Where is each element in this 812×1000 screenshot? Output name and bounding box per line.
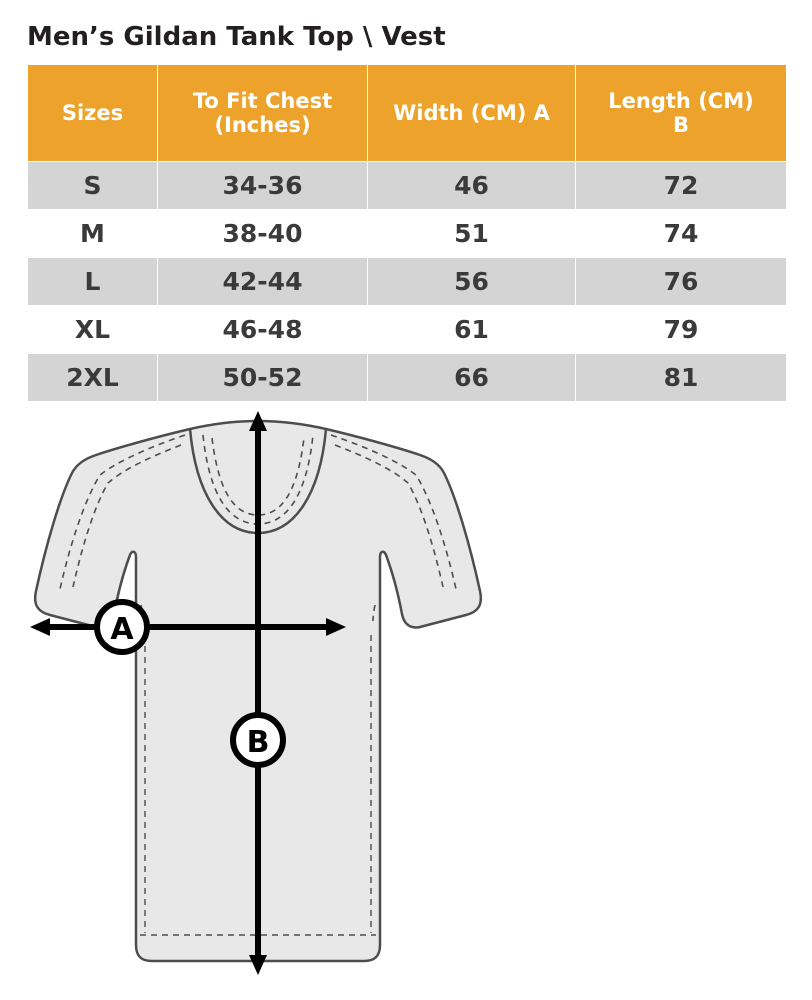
column-header-sizes	[28, 65, 158, 162]
cell-size: M	[28, 210, 158, 258]
cell-chest: 38-40	[158, 210, 368, 258]
column-header-chest-line2: (Inches)	[214, 113, 311, 137]
column-header-chest-line1: To Fit Chest	[192, 88, 333, 113]
table-header-row	[28, 65, 787, 162]
cell-width: 46	[368, 162, 576, 210]
label-b-text: B	[246, 725, 270, 760]
cell-chest: 34-36	[158, 162, 368, 210]
column-header-length-line2: B	[672, 113, 689, 137]
label-a-text: A	[110, 612, 134, 647]
cell-size: L	[28, 258, 158, 306]
cell-chest: 42-44	[158, 258, 368, 306]
cell-width: 51	[368, 210, 576, 258]
table-row	[28, 306, 787, 354]
column-header-sizes-line1: Sizes	[61, 100, 124, 125]
cell-length: 79	[576, 306, 787, 354]
cell-size: 2XL	[28, 354, 158, 402]
label-b-badge	[233, 715, 283, 765]
label-a-badge	[97, 602, 147, 652]
cell-size: S	[28, 162, 158, 210]
garment-diagram	[0, 405, 812, 1000]
table-row	[28, 258, 787, 306]
column-header-length-line1: Length (CM)	[608, 88, 754, 113]
column-header-length	[576, 65, 787, 162]
table-row	[28, 354, 787, 402]
cell-width: 56	[368, 258, 576, 306]
cell-length: 74	[576, 210, 787, 258]
cell-width: 66	[368, 354, 576, 402]
cell-length: 76	[576, 258, 787, 306]
size-chart-table	[27, 64, 787, 402]
column-header-chest	[158, 65, 368, 162]
cell-width: 61	[368, 306, 576, 354]
table-row	[28, 162, 787, 210]
column-header-width	[368, 65, 576, 162]
table-row	[28, 210, 787, 258]
cell-chest: 50-52	[158, 354, 368, 402]
column-header-width-line1: Width (CM) A	[393, 100, 550, 125]
cell-size: XL	[28, 306, 158, 354]
cell-length: 81	[576, 354, 787, 402]
page-title: Men’s Gildan Tank Top \ Vest	[27, 22, 446, 52]
cell-chest: 46-48	[158, 306, 368, 354]
cell-length: 72	[576, 162, 787, 210]
